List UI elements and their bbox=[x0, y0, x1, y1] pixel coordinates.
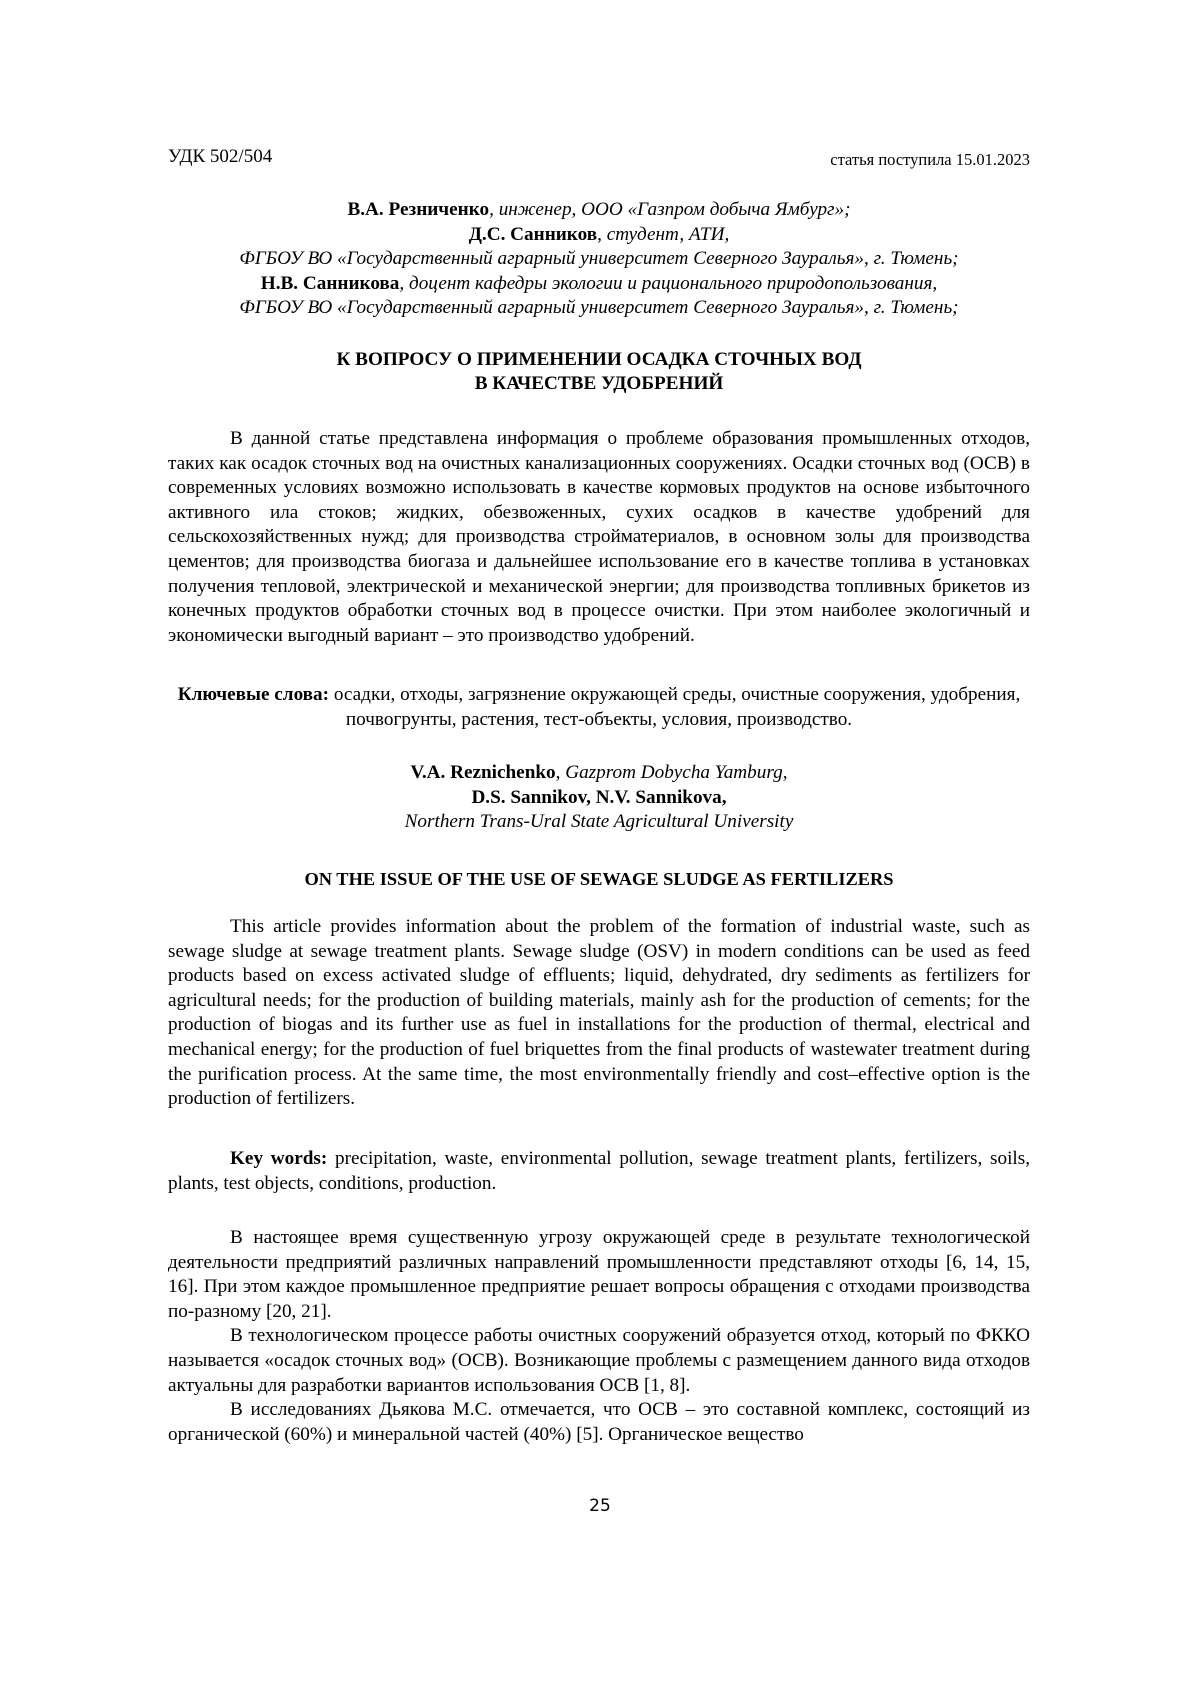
author-affiliation: , доцент кафедры экологии и рационального природопользования, bbox=[399, 272, 938, 294]
author-name: Н.В. Санникова bbox=[260, 272, 400, 294]
body-paragraph: В технологическом процессе работы очистных сооружений образуется отход, который по ФККО называется «осадок сточных вод» (ОСВ). Возникающие проблемы с размещением данного вида отходов актуальны для разработки вариантов использования ОСВ [1, 8]. bbox=[168, 1325, 1030, 1396]
author-name: В.А. Резниченко bbox=[347, 199, 490, 220]
keywords-label: Ключевые слова: bbox=[177, 684, 330, 705]
separator: , bbox=[555, 762, 566, 783]
authors-en bbox=[168, 761, 1030, 835]
article-title-ru bbox=[168, 348, 1030, 396]
author-line-2 bbox=[168, 223, 1030, 248]
abstract-ru: В данной статье представлена информация о проблеме образования промышленных отходов, таких как осадок сточных вод на очистных канализационных сооружениях. Осадки сточных вод (ОСВ) в современных условиях возможно использовать в качестве кормовых продуктов на основе избыточного активного ила стоков; жидких, обезвоженных, сухих осадков в качестве удобрений для сельскохозяйственных нужд; для производства стройматериалов, в основном золы для производства цементов; для производства биогаза и дальнейшее использование его в качестве топлива в установках получения тепловой, электрической и механической энергии; для производства топливных брикетов из конечных продуктов обработки сточных вод в процессе очистки. При этом наиболее экологичный и экономически выгодный вариант – это производство удобрений. bbox=[168, 428, 1030, 646]
title-line: В КАЧЕСТВЕ УДОБРЕНИЙ bbox=[474, 373, 724, 394]
affiliation-line: ФГБОУ ВО «Государственный аграрный университет Северного Зауралья», г. Тюмень; bbox=[239, 248, 959, 270]
page-number: 25 bbox=[589, 1496, 611, 1516]
author-affiliation: , студент, АТИ, bbox=[597, 223, 730, 245]
author-line-3 bbox=[168, 272, 1030, 297]
body-paragraph: В настоящее время существенную угрозу окружающей среде в результате технологической деятельности предприятий различных направлений промышленности представляют отходы [6, 14, 15, 16]. При этом каждое промышленное предприятие решает вопросы обращения с отходами производства по-разному [20, 21]. bbox=[168, 1227, 1030, 1322]
title-line: К ВОПРОСУ О ПРИМЕНЕНИИ ОСАДКА СТОЧНЫХ ВОД bbox=[336, 349, 862, 370]
udk-code: УДК 502/504 bbox=[168, 146, 273, 167]
affiliation-line: ФГБОУ ВО «Государственный аграрный университет Северного Зауралья», г. Тюмень; bbox=[239, 297, 959, 319]
body-paragraph: В исследованиях Дьякова М.С. отмечается, что ОСВ – это составной комплекс, состоящий из органической (60%) и минеральной частей (40%) [5]. Органическое вещество bbox=[168, 1399, 1030, 1445]
authors-ru bbox=[168, 198, 1030, 321]
separator: , bbox=[782, 762, 788, 783]
author-affiliation: Gazprom Dobycha Yamburg bbox=[565, 762, 783, 783]
page-header bbox=[168, 145, 1030, 171]
affiliation-line-en: Northern Trans-Ural State Agricultural University bbox=[404, 811, 794, 833]
body-text bbox=[168, 1226, 1030, 1447]
keywords-text: осадки, отходы, загрязнение окружающей среды, очистные сооружения, удобрения, почвогрунты, растения, тест-объекты, условия, производство. bbox=[329, 684, 1021, 730]
author-affiliation: , инженер, ООО «Газпром добыча Ямбург»; bbox=[489, 199, 851, 220]
abstract-en: This article provides information about the problem of the formation of industrial waste, such as sewage sludge at sewage treatment plants. Sewage sludge (OSV) in modern conditions can be used as feed products based on excess activated sludge of effluents; liquid, dehydrated, dry sediments as fertilizers for agricultural needs; for the production of building materials, mainly ash for the production of cements; for the production of biogas and its further use as fuel in installations for the production of thermal, electrical and mechanical energy; for the production of fuel briquettes from the final products of wastewater treatment during the purification process. At the same time, the most environmentally friendly and cost–effective option is the production of fertilizers. bbox=[168, 916, 1030, 1110]
received-date: статья поступила 15.01.2023 bbox=[830, 150, 1030, 169]
keywords-label: Key words: bbox=[230, 1148, 328, 1169]
author-line-en-2: D.S. Sannikov, N.V. Sannikova, bbox=[471, 786, 727, 808]
author-name: Д.С. Санников bbox=[468, 223, 598, 245]
author-name: V.A. Reznichenko bbox=[410, 762, 556, 783]
keywords-ru bbox=[168, 683, 1030, 732]
keywords-en bbox=[168, 1147, 1030, 1196]
author-line-1 bbox=[168, 198, 1030, 223]
keywords-text: precipitation, waste, environmental pollution, sewage treatment plants, fertilizers, soils, plants, test objects, conditions, production. bbox=[168, 1148, 1030, 1194]
article-title-en: ON THE ISSUE OF THE USE OF SEWAGE SLUDGE AS FERTILIZERS bbox=[304, 869, 894, 889]
author-line-en-1 bbox=[168, 761, 1030, 786]
